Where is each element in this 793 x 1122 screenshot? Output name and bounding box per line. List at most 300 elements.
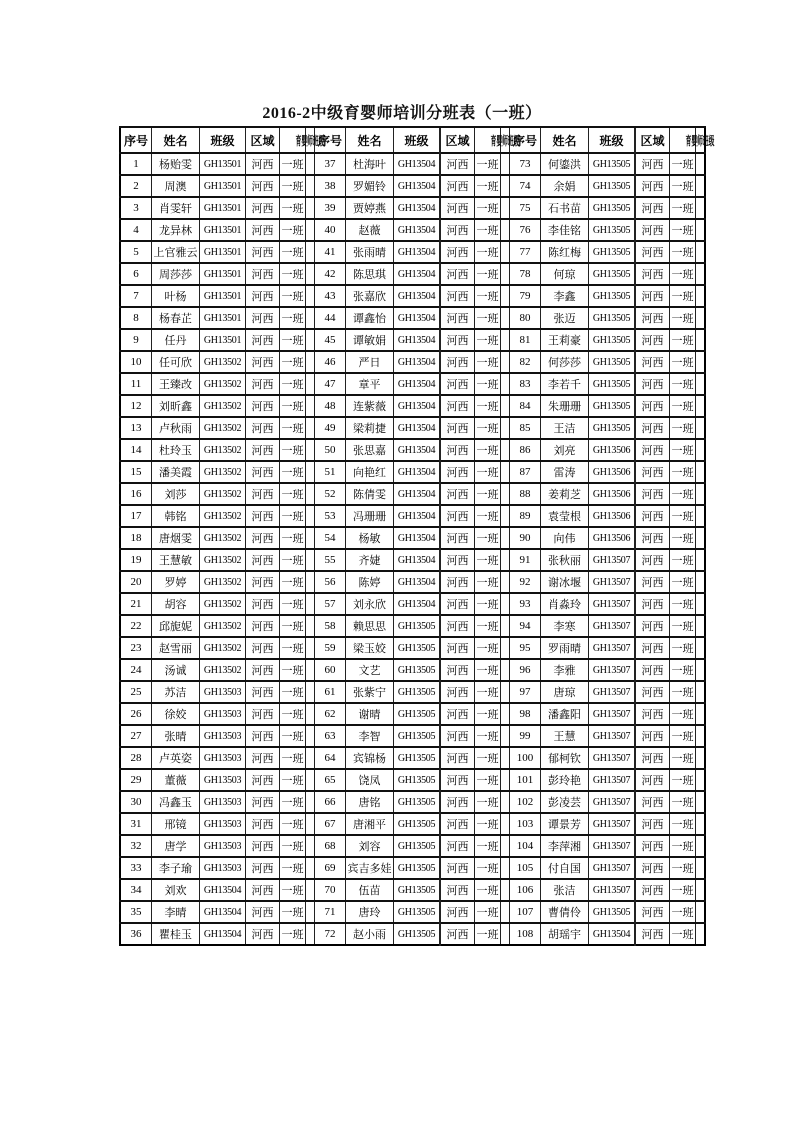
cell-nursery-class: 一班 — [280, 813, 306, 835]
cell-name: 李智 — [346, 725, 394, 747]
cell-gap — [501, 615, 510, 637]
header-nursery-class-label: 育婴师班级 — [685, 133, 715, 148]
cell-class: GH13507 — [589, 769, 636, 791]
cell-no: 106 — [510, 879, 541, 901]
cell-gap — [501, 373, 510, 395]
cell-gap — [306, 593, 315, 615]
cell-region: 河西 — [246, 813, 280, 835]
cell-no: 57 — [315, 593, 346, 615]
cell-nursery-class: 一班 — [280, 681, 306, 703]
cell-gap — [306, 725, 315, 747]
cell-gap — [306, 703, 315, 725]
cell-class: GH13502 — [200, 527, 246, 549]
table-row — [120, 791, 705, 813]
cell-class: GH13502 — [200, 439, 246, 461]
cell-name: 李晴 — [152, 901, 200, 923]
cell-nursery-class: 一班 — [670, 461, 696, 483]
cell-gap — [501, 461, 510, 483]
cell-nursery-class: 一班 — [475, 417, 501, 439]
cell-region: 河西 — [246, 439, 280, 461]
cell-name: 上官雅云 — [152, 241, 200, 263]
cell-name: 何莎莎 — [541, 351, 589, 373]
cell-gap — [501, 571, 510, 593]
cell-gap — [696, 329, 706, 351]
cell-no: 58 — [315, 615, 346, 637]
cell-class: GH13503 — [200, 747, 246, 769]
cell-name: 齐婕 — [346, 549, 394, 571]
cell-no: 3 — [120, 197, 152, 219]
cell-gap — [696, 175, 706, 197]
cell-no: 4 — [120, 219, 152, 241]
cell-no: 91 — [510, 549, 541, 571]
cell-class: GH13504 — [394, 285, 441, 307]
cell-name: 李鑫 — [541, 285, 589, 307]
cell-class: GH13505 — [589, 153, 636, 175]
cell-nursery-class: 一班 — [280, 505, 306, 527]
cell-gap — [501, 769, 510, 791]
cell-region: 河西 — [440, 417, 475, 439]
cell-gap — [501, 241, 510, 263]
cell-name: 刘昕鑫 — [152, 395, 200, 417]
cell-gap — [696, 813, 706, 835]
table-row — [120, 241, 705, 263]
cell-gap — [501, 395, 510, 417]
cell-no: 29 — [120, 769, 152, 791]
cell-name: 董薇 — [152, 769, 200, 791]
cell-region: 河西 — [440, 439, 475, 461]
cell-nursery-class: 一班 — [475, 725, 501, 747]
cell-class: GH13507 — [589, 593, 636, 615]
cell-no: 75 — [510, 197, 541, 219]
cell-nursery-class: 一班 — [475, 439, 501, 461]
cell-name: 彭玲艳 — [541, 769, 589, 791]
header-nursery-class — [670, 127, 715, 153]
cell-gap — [696, 307, 706, 329]
cell-name: 胡容 — [152, 593, 200, 615]
cell-nursery-class: 一班 — [475, 153, 501, 175]
cell-region: 河西 — [440, 571, 475, 593]
cell-nursery-class: 一班 — [670, 373, 696, 395]
cell-nursery-class: 一班 — [670, 197, 696, 219]
cell-class: GH13505 — [394, 791, 441, 813]
cell-region: 河西 — [246, 285, 280, 307]
cell-nursery-class: 一班 — [280, 637, 306, 659]
cell-class: GH13505 — [589, 417, 636, 439]
cell-class: GH13505 — [589, 241, 636, 263]
cell-nursery-class: 一班 — [475, 395, 501, 417]
cell-nursery-class: 一班 — [475, 351, 501, 373]
table-row — [120, 527, 705, 549]
cell-gap — [306, 527, 315, 549]
cell-gap — [306, 681, 315, 703]
cell-no: 38 — [315, 175, 346, 197]
cell-no: 7 — [120, 285, 152, 307]
cell-nursery-class: 一班 — [475, 329, 501, 351]
cell-class: GH13505 — [394, 725, 441, 747]
cell-class: GH13501 — [200, 153, 246, 175]
cell-class: GH13506 — [589, 461, 636, 483]
cell-no: 47 — [315, 373, 346, 395]
cell-class: GH13505 — [394, 879, 441, 901]
cell-region: 河西 — [246, 219, 280, 241]
cell-class: GH13504 — [394, 461, 441, 483]
table-row — [120, 725, 705, 747]
cell-no: 42 — [315, 263, 346, 285]
cell-name: 杜海叶 — [346, 153, 394, 175]
cell-no: 65 — [315, 769, 346, 791]
cell-no: 71 — [315, 901, 346, 923]
cell-name: 任可欣 — [152, 351, 200, 373]
cell-class: GH13501 — [200, 285, 246, 307]
cell-nursery-class: 一班 — [475, 879, 501, 901]
cell-no: 51 — [315, 461, 346, 483]
cell-nursery-class: 一班 — [280, 791, 306, 813]
cell-name: 胡瑶宇 — [541, 923, 589, 945]
cell-gap — [696, 439, 706, 461]
cell-class: GH13504 — [394, 549, 441, 571]
page-title: 2016-2中级育婴师培训分班表（一班） — [262, 105, 542, 122]
cell-region: 河西 — [635, 549, 670, 571]
cell-nursery-class: 一班 — [475, 835, 501, 857]
cell-region: 河西 — [246, 681, 280, 703]
cell-gap — [696, 571, 706, 593]
cell-region: 河西 — [635, 901, 670, 923]
table-row — [120, 923, 705, 945]
cell-region: 河西 — [440, 175, 475, 197]
cell-class: GH13504 — [394, 307, 441, 329]
cell-nursery-class: 一班 — [280, 197, 306, 219]
cell-nursery-class: 一班 — [670, 703, 696, 725]
cell-class: GH13505 — [394, 835, 441, 857]
cell-no: 45 — [315, 329, 346, 351]
cell-no: 41 — [315, 241, 346, 263]
cell-nursery-class: 一班 — [475, 571, 501, 593]
cell-name: 李佳铭 — [541, 219, 589, 241]
cell-nursery-class: 一班 — [670, 439, 696, 461]
cell-class: GH13504 — [394, 395, 441, 417]
cell-no: 22 — [120, 615, 152, 637]
cell-gap — [696, 219, 706, 241]
cell-gap — [501, 923, 510, 945]
cell-name: 郁柯钦 — [541, 747, 589, 769]
cell-nursery-class: 一班 — [670, 857, 696, 879]
cell-name: 杨敏 — [346, 527, 394, 549]
cell-no: 72 — [315, 923, 346, 945]
cell-region: 河西 — [440, 241, 475, 263]
cell-class: GH13505 — [394, 659, 441, 681]
cell-gap — [306, 791, 315, 813]
cell-nursery-class: 一班 — [670, 505, 696, 527]
cell-region: 河西 — [440, 813, 475, 835]
cell-name: 周澳 — [152, 175, 200, 197]
cell-class: GH13504 — [394, 505, 441, 527]
cell-name: 杨春芷 — [152, 307, 200, 329]
cell-gap — [501, 681, 510, 703]
table-row — [120, 549, 705, 571]
table-row — [120, 505, 705, 527]
cell-gap — [501, 329, 510, 351]
cell-name: 李若千 — [541, 373, 589, 395]
cell-class: GH13503 — [200, 725, 246, 747]
cell-nursery-class: 一班 — [280, 549, 306, 571]
table-row — [120, 901, 705, 923]
cell-class: GH13501 — [200, 307, 246, 329]
cell-class: GH13504 — [200, 901, 246, 923]
cell-class: GH13505 — [589, 197, 636, 219]
table-row — [120, 307, 705, 329]
table-row — [120, 879, 705, 901]
cell-gap — [306, 835, 315, 857]
cell-region: 河西 — [246, 373, 280, 395]
cell-gap — [501, 505, 510, 527]
cell-class: GH13505 — [394, 923, 441, 945]
cell-no: 94 — [510, 615, 541, 637]
cell-nursery-class: 一班 — [280, 527, 306, 549]
cell-name: 何琼 — [541, 263, 589, 285]
cell-region: 河西 — [246, 857, 280, 879]
cell-no: 76 — [510, 219, 541, 241]
cell-nursery-class: 一班 — [475, 197, 501, 219]
cell-name: 宾吉多娃 — [346, 857, 394, 879]
cell-class: GH13504 — [394, 197, 441, 219]
cell-name: 邱旎妮 — [152, 615, 200, 637]
table-row — [120, 395, 705, 417]
cell-region: 河西 — [246, 593, 280, 615]
cell-name: 陈婷 — [346, 571, 394, 593]
cell-name: 伍苗 — [346, 879, 394, 901]
cell-no: 27 — [120, 725, 152, 747]
cell-name: 谭景芳 — [541, 813, 589, 835]
table-row — [120, 659, 705, 681]
cell-name: 刘容 — [346, 835, 394, 857]
cell-region: 河西 — [246, 241, 280, 263]
cell-gap — [696, 417, 706, 439]
cell-no: 95 — [510, 637, 541, 659]
cell-no: 12 — [120, 395, 152, 417]
cell-region: 河西 — [246, 835, 280, 857]
cell-class: GH13507 — [589, 747, 636, 769]
cell-region: 河西 — [246, 791, 280, 813]
cell-gap — [696, 681, 706, 703]
cell-gap — [306, 901, 315, 923]
cell-name: 付自国 — [541, 857, 589, 879]
cell-region: 河西 — [635, 395, 670, 417]
cell-class: GH13502 — [200, 593, 246, 615]
cell-name: 王慧敏 — [152, 549, 200, 571]
cell-gap — [696, 483, 706, 505]
cell-nursery-class: 一班 — [670, 901, 696, 923]
cell-region: 河西 — [440, 659, 475, 681]
cell-region: 河西 — [440, 329, 475, 351]
cell-nursery-class: 一班 — [280, 307, 306, 329]
cell-gap — [306, 307, 315, 329]
cell-nursery-class: 一班 — [670, 615, 696, 637]
cell-region: 河西 — [635, 505, 670, 527]
cell-no: 73 — [510, 153, 541, 175]
cell-name: 叶杨 — [152, 285, 200, 307]
cell-name: 石书苗 — [541, 197, 589, 219]
cell-region: 河西 — [635, 615, 670, 637]
cell-gap — [501, 901, 510, 923]
cell-region: 河西 — [635, 857, 670, 879]
cell-class: GH13502 — [200, 505, 246, 527]
cell-region: 河西 — [246, 571, 280, 593]
cell-no: 99 — [510, 725, 541, 747]
cell-nursery-class: 一班 — [475, 527, 501, 549]
cell-name: 向伟 — [541, 527, 589, 549]
cell-no: 77 — [510, 241, 541, 263]
cell-region: 河西 — [440, 527, 475, 549]
cell-class: GH13505 — [589, 329, 636, 351]
cell-region: 河西 — [440, 923, 475, 945]
cell-region: 河西 — [635, 307, 670, 329]
cell-name: 卢英姿 — [152, 747, 200, 769]
cell-class: GH13501 — [200, 175, 246, 197]
cell-nursery-class: 一班 — [670, 813, 696, 835]
cell-region: 河西 — [635, 219, 670, 241]
cell-nursery-class: 一班 — [280, 571, 306, 593]
cell-gap — [306, 549, 315, 571]
cell-gap — [501, 725, 510, 747]
cell-gap — [501, 659, 510, 681]
cell-nursery-class: 一班 — [475, 813, 501, 835]
cell-class: GH13505 — [589, 901, 636, 923]
cell-class: GH13506 — [589, 505, 636, 527]
cell-name: 梁玉姣 — [346, 637, 394, 659]
cell-name: 唐玲 — [346, 901, 394, 923]
cell-no: 96 — [510, 659, 541, 681]
cell-no: 92 — [510, 571, 541, 593]
cell-class: GH13505 — [589, 373, 636, 395]
cell-nursery-class: 一班 — [280, 747, 306, 769]
cell-region: 河西 — [246, 703, 280, 725]
cell-no: 21 — [120, 593, 152, 615]
cell-class: GH13502 — [200, 417, 246, 439]
cell-no: 83 — [510, 373, 541, 395]
cell-no: 63 — [315, 725, 346, 747]
cell-gap — [306, 813, 315, 835]
cell-class: GH13502 — [200, 461, 246, 483]
cell-region: 河西 — [246, 901, 280, 923]
cell-name: 罗雨晴 — [541, 637, 589, 659]
cell-nursery-class: 一班 — [670, 747, 696, 769]
cell-no: 37 — [315, 153, 346, 175]
header-class: 班级 — [394, 127, 441, 153]
cell-region: 河西 — [635, 417, 670, 439]
cell-class: GH13505 — [589, 395, 636, 417]
table-row — [120, 857, 705, 879]
cell-class: GH13502 — [200, 637, 246, 659]
cell-no: 90 — [510, 527, 541, 549]
cell-nursery-class: 一班 — [670, 527, 696, 549]
cell-class: GH13502 — [200, 483, 246, 505]
cell-name: 王慧 — [541, 725, 589, 747]
header-name: 姓名 — [346, 127, 394, 153]
cell-nursery-class: 一班 — [475, 549, 501, 571]
header-region: 区域 — [246, 127, 280, 153]
header-name: 姓名 — [541, 127, 589, 153]
cell-gap — [306, 175, 315, 197]
table-row — [120, 285, 705, 307]
cell-nursery-class: 一班 — [280, 835, 306, 857]
cell-region: 河西 — [635, 461, 670, 483]
cell-region: 河西 — [635, 439, 670, 461]
cell-nursery-class: 一班 — [670, 417, 696, 439]
cell-no: 9 — [120, 329, 152, 351]
cell-class: GH13501 — [200, 197, 246, 219]
cell-class: GH13504 — [394, 153, 441, 175]
cell-region: 河西 — [246, 615, 280, 637]
cell-nursery-class: 一班 — [475, 923, 501, 945]
cell-no: 35 — [120, 901, 152, 923]
cell-gap — [306, 923, 315, 945]
cell-no: 59 — [315, 637, 346, 659]
cell-nursery-class: 一班 — [670, 637, 696, 659]
cell-gap — [696, 241, 706, 263]
table-row — [120, 571, 705, 593]
cell-name: 杜玲玉 — [152, 439, 200, 461]
cell-no: 87 — [510, 461, 541, 483]
cell-gap — [696, 659, 706, 681]
cell-name: 冯珊珊 — [346, 505, 394, 527]
cell-no: 25 — [120, 681, 152, 703]
cell-nursery-class: 一班 — [280, 439, 306, 461]
cell-nursery-class: 一班 — [280, 263, 306, 285]
cell-name: 谢冰堰 — [541, 571, 589, 593]
cell-region: 河西 — [440, 615, 475, 637]
cell-no: 55 — [315, 549, 346, 571]
cell-no: 70 — [315, 879, 346, 901]
cell-no: 43 — [315, 285, 346, 307]
cell-region: 河西 — [440, 153, 475, 175]
cell-region: 河西 — [635, 813, 670, 835]
cell-no: 69 — [315, 857, 346, 879]
cell-no: 80 — [510, 307, 541, 329]
cell-gap — [696, 835, 706, 857]
cell-class: GH13507 — [589, 549, 636, 571]
cell-name: 谭鑫怡 — [346, 307, 394, 329]
cell-gap — [306, 351, 315, 373]
cell-class: GH13504 — [394, 373, 441, 395]
cell-region: 河西 — [246, 505, 280, 527]
header-class: 班级 — [589, 127, 636, 153]
cell-nursery-class: 一班 — [280, 901, 306, 923]
cell-name: 卢秋雨 — [152, 417, 200, 439]
cell-gap — [306, 483, 315, 505]
cell-class: GH13503 — [200, 791, 246, 813]
table-header — [120, 127, 715, 153]
cell-nursery-class: 一班 — [670, 263, 696, 285]
cell-class: GH13503 — [200, 857, 246, 879]
cell-nursery-class: 一班 — [475, 857, 501, 879]
header-nursery-class — [280, 127, 325, 153]
cell-class: GH13504 — [394, 439, 441, 461]
cell-nursery-class: 一班 — [475, 615, 501, 637]
cell-name: 王莉豪 — [541, 329, 589, 351]
cell-name: 梁莉捷 — [346, 417, 394, 439]
cell-no: 93 — [510, 593, 541, 615]
cell-gap — [501, 813, 510, 835]
cell-gap — [306, 197, 315, 219]
cell-class: GH13502 — [200, 659, 246, 681]
cell-class: GH13507 — [589, 835, 636, 857]
cell-region: 河西 — [246, 175, 280, 197]
cell-gap — [306, 637, 315, 659]
header-nursery-class-label: 育婴师班级 — [490, 133, 520, 148]
cell-name: 雷涛 — [541, 461, 589, 483]
cell-gap — [696, 901, 706, 923]
cell-nursery-class: 一班 — [280, 593, 306, 615]
